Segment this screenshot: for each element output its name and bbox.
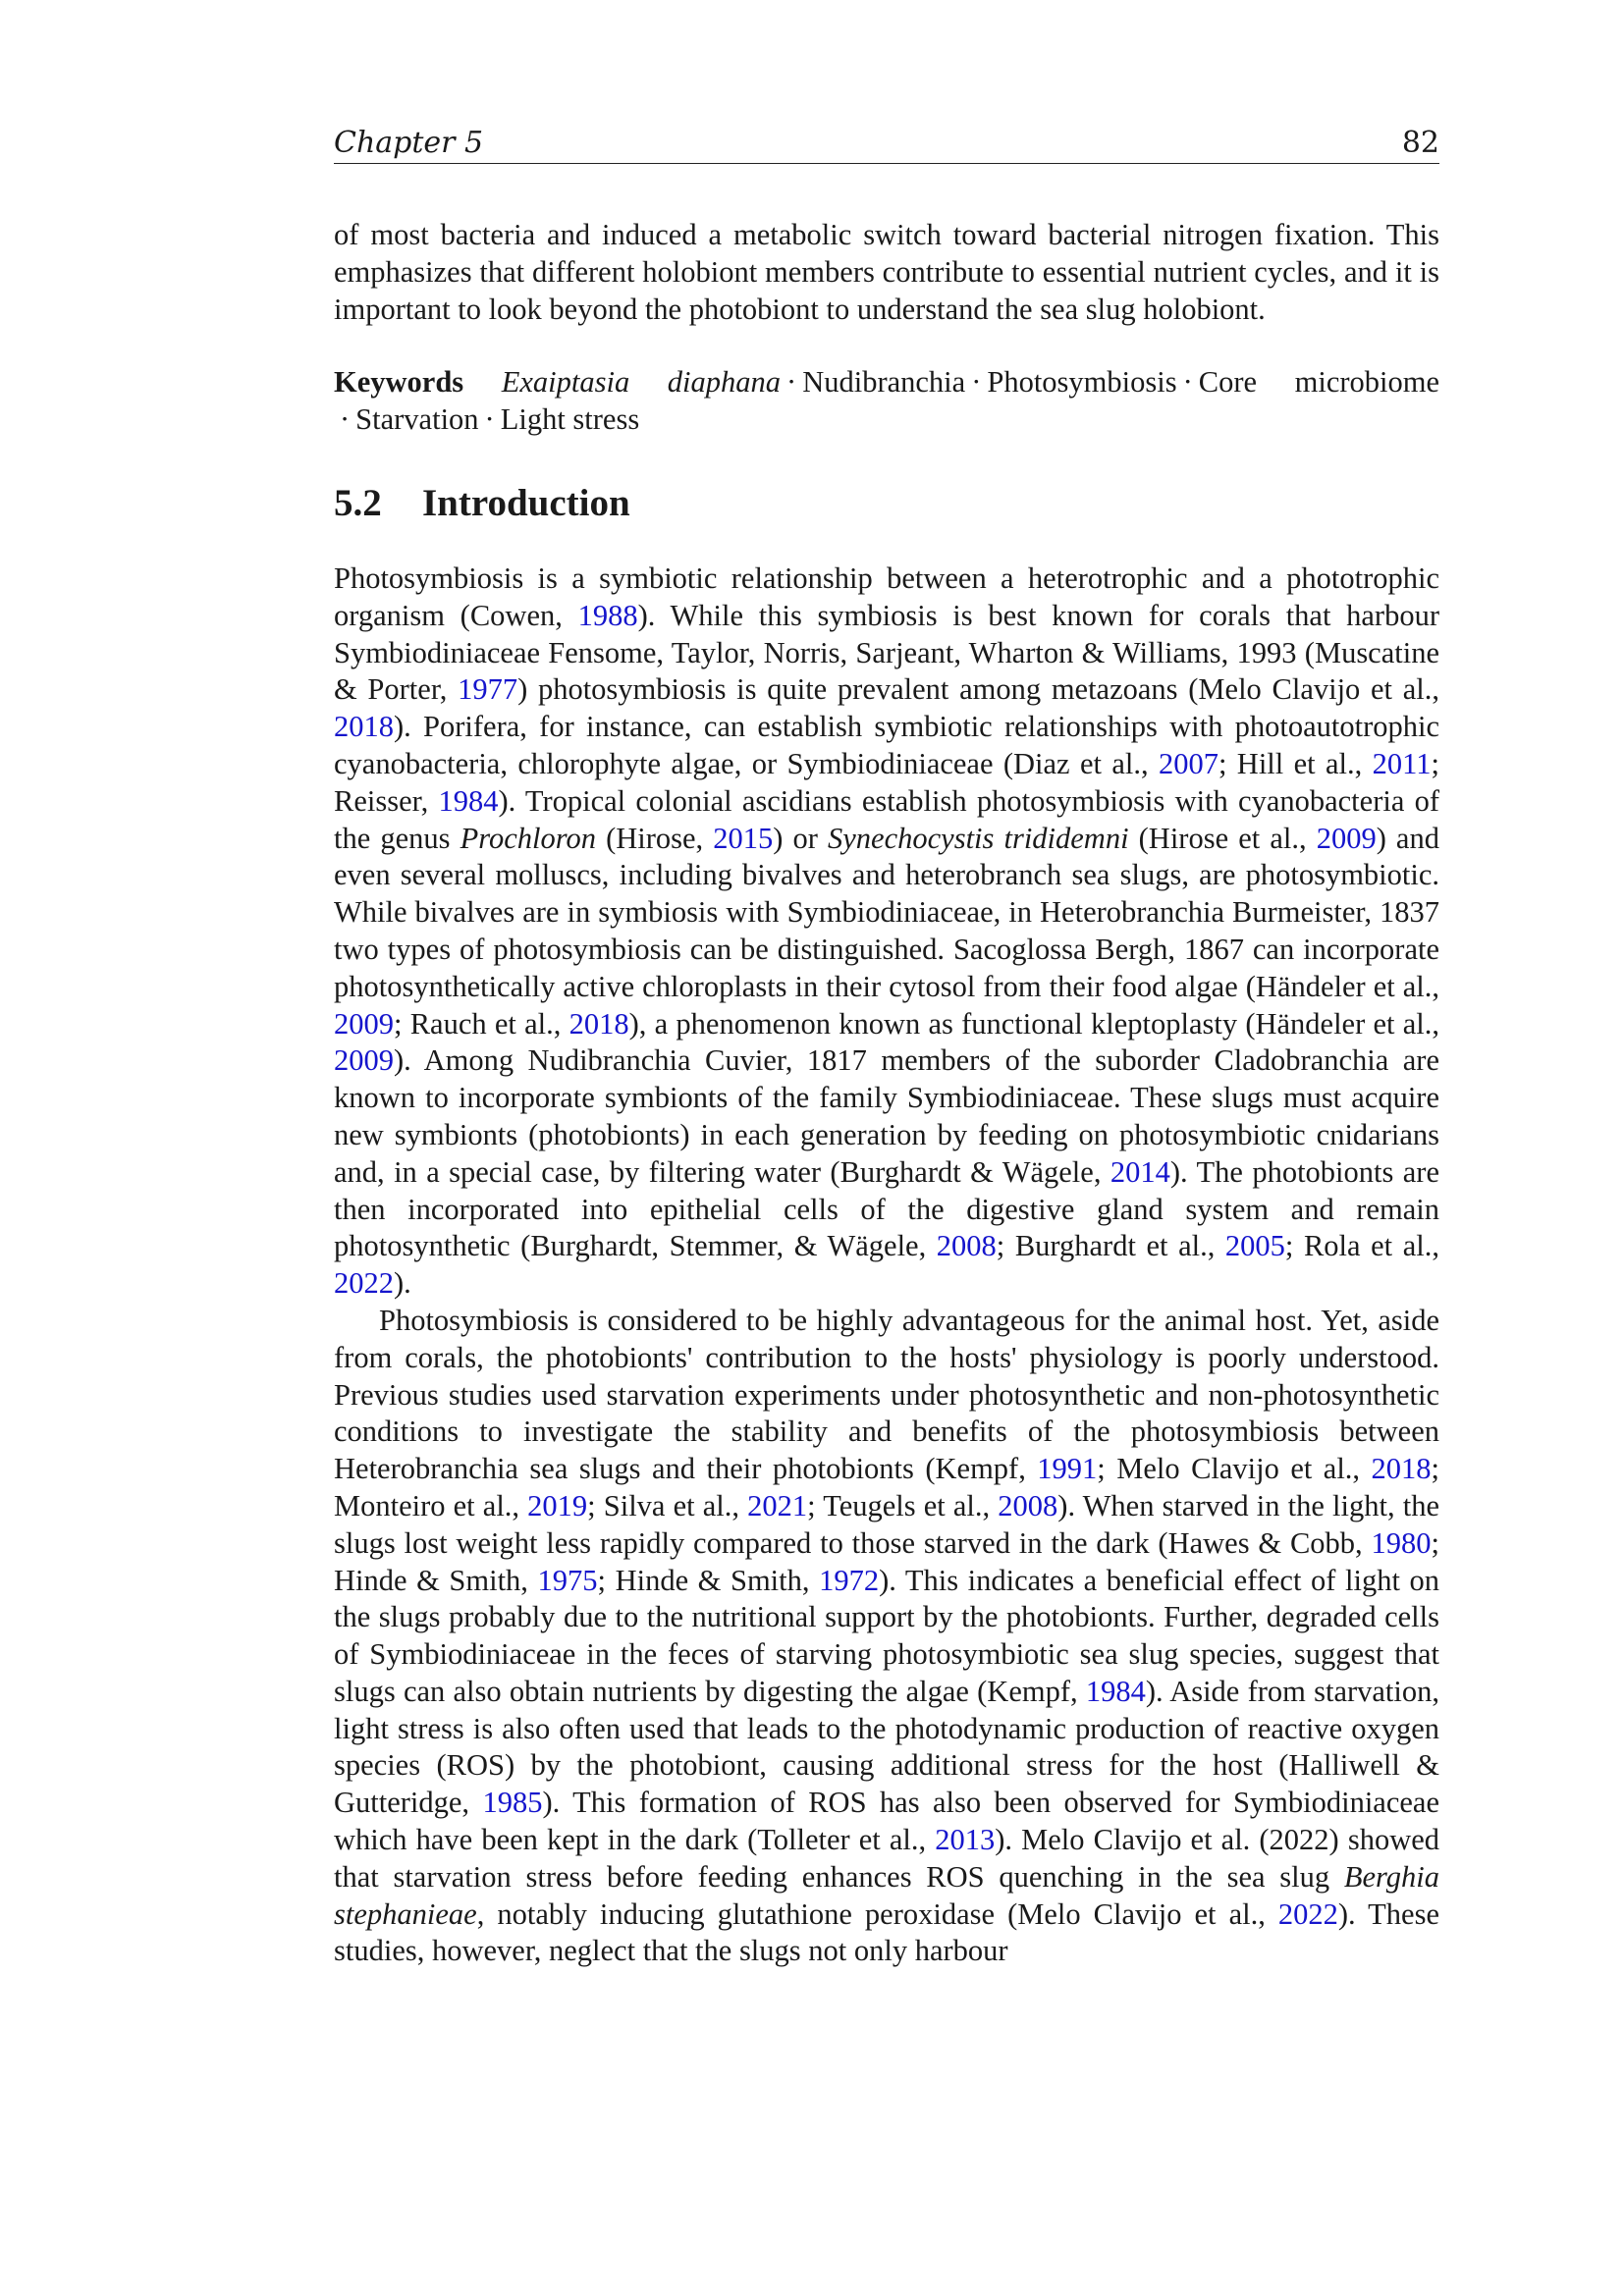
section-title: Introduction: [422, 481, 630, 524]
citation-link[interactable]: 2014: [1110, 1154, 1170, 1189]
citation-link[interactable]: 2015: [713, 821, 774, 855]
keywords-label: Keywords: [334, 365, 464, 400]
text-run: Photosymbiosis is considered to be highly advantageous for the animal host. Yet, aside from corals, the photobionts' contribution to the hosts' physiology is poorly understood. Previous studies used starvation experiments under photosynthetic and non-photosynthetic conditions to investigate the stability and benefits of the photosymbiosis between Heterobranchia sea slugs and their photobionts (Kempf,: [334, 1303, 1439, 1486]
text-run: ; Reisser,: [334, 746, 1439, 818]
text-run: ). The photobionts are then incorporated into epithelial cells of the digestive gland system and remain photosynthetic (Burghardt, Stemmer, & Wägele,: [334, 1154, 1439, 1263]
abstract-tail: of most bacteria and induced a metabolic switch toward bacterial nitrogen fixation. This emphasizes that different holobiont members contribute to essential nutrient cycles, and it is important to look beyond the photobiont to understand the sea slug holobiont.: [334, 218, 1439, 326]
citation-link[interactable]: 1975: [537, 1563, 598, 1597]
text-run: ; Teugels et al.,: [807, 1488, 999, 1522]
citation-link[interactable]: 2009: [334, 1043, 394, 1078]
text-run: ). This formation of ROS has also been observed for Symbiodiniaceae which have been kept in the dark (Tolleter et al.,: [334, 1786, 1439, 1857]
citation-link[interactable]: 1980: [1371, 1525, 1432, 1560]
page-number: 82: [1401, 126, 1439, 160]
citation-link[interactable]: 2018: [1371, 1452, 1432, 1486]
text-run: ; Rola et al.,: [1284, 1229, 1439, 1263]
text-run: ). While this symbiosis is best known for corals that harbour Symbiodiniaceae Fensome, Taylor, Norris, Sarjeant, Wharton & Williams, 1993 (Muscatine & Porter,: [334, 598, 1439, 707]
text-run: (Hirose,: [595, 821, 714, 855]
text-run: ) or: [773, 821, 829, 855]
text-run: ) and even several molluscs, including bivalves and heterobranch sea slugs, are photosymbiotic. While bivalves are in symbiosis with Symbiodiniaceae, in Heterobranchia Burmeister, 1837 two types of photosymbiosis can be distinguished. Sacoglossa Bergh, 1867 can incorporate photosynthetically active chloroplasts in their cytosol from their food algae (Händeler et al.,: [334, 821, 1439, 1003]
text-run: ). Porifera, for instance, can establish symbiotic relationships with photoautotrophic cyanobacteria, chlorophyte algae, or Symbiodiniaceae (Diaz et al.,: [334, 710, 1439, 780]
text-run: ).: [394, 1266, 411, 1301]
citation-link[interactable]: 2018: [334, 710, 394, 744]
paragraph-2: [334, 1303, 1439, 1970]
text-run: , notably inducing glutathione peroxidase (Melo Clavijo et al.,: [476, 1896, 1278, 1931]
citation-link[interactable]: 1984: [438, 783, 499, 818]
text-run: ). Among Nudibranchia Cuvier, 1817 members of the suborder Cladobranchia are known to incorporate symbionts of the family Symbiodiniaceae. These slugs must acquire new symbionts (photobionts) in each generation by feeding on photosymbiotic cnidarians and, in a special case, by filtering water (Burghardt & Wägele,: [334, 1043, 1439, 1189]
text-run: Photosymbiosis is a symbiotic relationship between a heterotrophic and a phototrophic organism (Cowen,: [334, 561, 1439, 632]
citation-link[interactable]: 2008: [998, 1488, 1058, 1522]
text-run: ). Tropical colonial ascidians establish photosymbiosis with cyanobacteria of the genus: [334, 783, 1439, 855]
species-name: Synechocystis trididemni: [828, 821, 1129, 855]
citation-link[interactable]: 2022: [1277, 1896, 1338, 1931]
text-run: ; Silva et al.,: [587, 1488, 748, 1522]
citation-link[interactable]: 2019: [527, 1488, 588, 1522]
text-run: ), a phenomenon known as functional kleptoplasty (Händeler et al.,: [628, 1006, 1439, 1041]
citation-link[interactable]: 2013: [935, 1823, 996, 1857]
genus-name: Prochloron: [460, 821, 596, 855]
citation-link[interactable]: 2009: [334, 1006, 394, 1041]
citation-link[interactable]: 1985: [482, 1786, 543, 1820]
citation-link[interactable]: 2005: [1224, 1229, 1285, 1263]
citation-link[interactable]: 2022: [334, 1266, 394, 1301]
paragraph-1: [334, 561, 1439, 1303]
keywords: Keywords Exaiptasia diaphana · Nudibranchia · Photosymbiosis · Core microbiome · Starvation · Light stress: [334, 365, 1439, 437]
citation-link[interactable]: 2021: [747, 1488, 808, 1522]
citation-link[interactable]: 1984: [1085, 1674, 1146, 1708]
text-run: ; Burghardt et al.,: [996, 1229, 1225, 1263]
citation-link[interactable]: 1988: [577, 598, 638, 632]
text-run: ; Hinde & Smith,: [334, 1525, 1439, 1597]
citation-link[interactable]: 2008: [936, 1229, 997, 1263]
species-name: Berghia stephanieae: [334, 1859, 1439, 1931]
page: [334, 126, 1439, 1970]
chapter-label: Chapter 5: [334, 126, 484, 160]
text-run: ; Melo Clavijo et al.,: [1097, 1452, 1372, 1486]
text-run: ). Aside from starvation, light stress is also often used that leads to the photodynamic production of reactive oxygen species (ROS) by the photobiont, causing additional stress for the host (Halliwell & Gutteridge,: [334, 1674, 1439, 1820]
citation-link[interactable]: 2007: [1158, 746, 1218, 780]
keyword-item: Exaiptasia diaphana: [501, 365, 782, 400]
text-run: ). Melo Clavijo et al. (2022) showed that starvation stress before feeding enhances ROS quenching in the sea slug: [334, 1823, 1440, 1894]
text-run: ) photosymbiosis is quite prevalent among metazoans (Melo Clavijo et al.,: [517, 672, 1439, 707]
section-number: 5.2: [334, 481, 382, 524]
text-run: ). When starved in the light, the slugs lost weight less rapidly compared to those starved in the dark (Hawes & Cobb,: [334, 1488, 1439, 1560]
keyword-item: Photosymbiosis: [987, 365, 1177, 400]
citation-link[interactable]: 1977: [458, 672, 518, 707]
citation-link[interactable]: 2009: [1316, 821, 1377, 855]
text-run: ). These studies, however, neglect that the slugs not only harbour: [334, 1896, 1439, 1968]
citation-link[interactable]: 1972: [819, 1563, 880, 1597]
keyword-item: Core microbiome: [1198, 365, 1439, 400]
citation-link[interactable]: 2011: [1372, 746, 1432, 780]
text-run: ; Hinde & Smith,: [597, 1563, 820, 1597]
citation-link[interactable]: 2018: [568, 1006, 629, 1041]
keyword-item: Light stress: [500, 402, 640, 437]
section-heading: [334, 480, 1439, 527]
text-run: ; Rauch et al.,: [394, 1006, 569, 1041]
citation-link[interactable]: 1991: [1037, 1452, 1098, 1486]
text-run: ). This indicates a beneficial effect of light on the slugs probably due to the nutritional support by the photobionts. Further, degraded cells of Symbiodiniaceae in the feces of starving photosymbiotic sea slug species, suggest that slugs can also obtain nutrients by digesting the algae (Kempf,: [334, 1563, 1439, 1708]
text-run: ; Monteiro et al.,: [334, 1452, 1440, 1522]
text-run: (Hirose et al.,: [1128, 821, 1317, 855]
text-run: ; Hill et al.,: [1218, 746, 1373, 780]
running-header: [334, 126, 1439, 164]
keyword-item: Starvation: [355, 402, 479, 437]
keyword-item: Nudibranchia: [802, 365, 966, 400]
